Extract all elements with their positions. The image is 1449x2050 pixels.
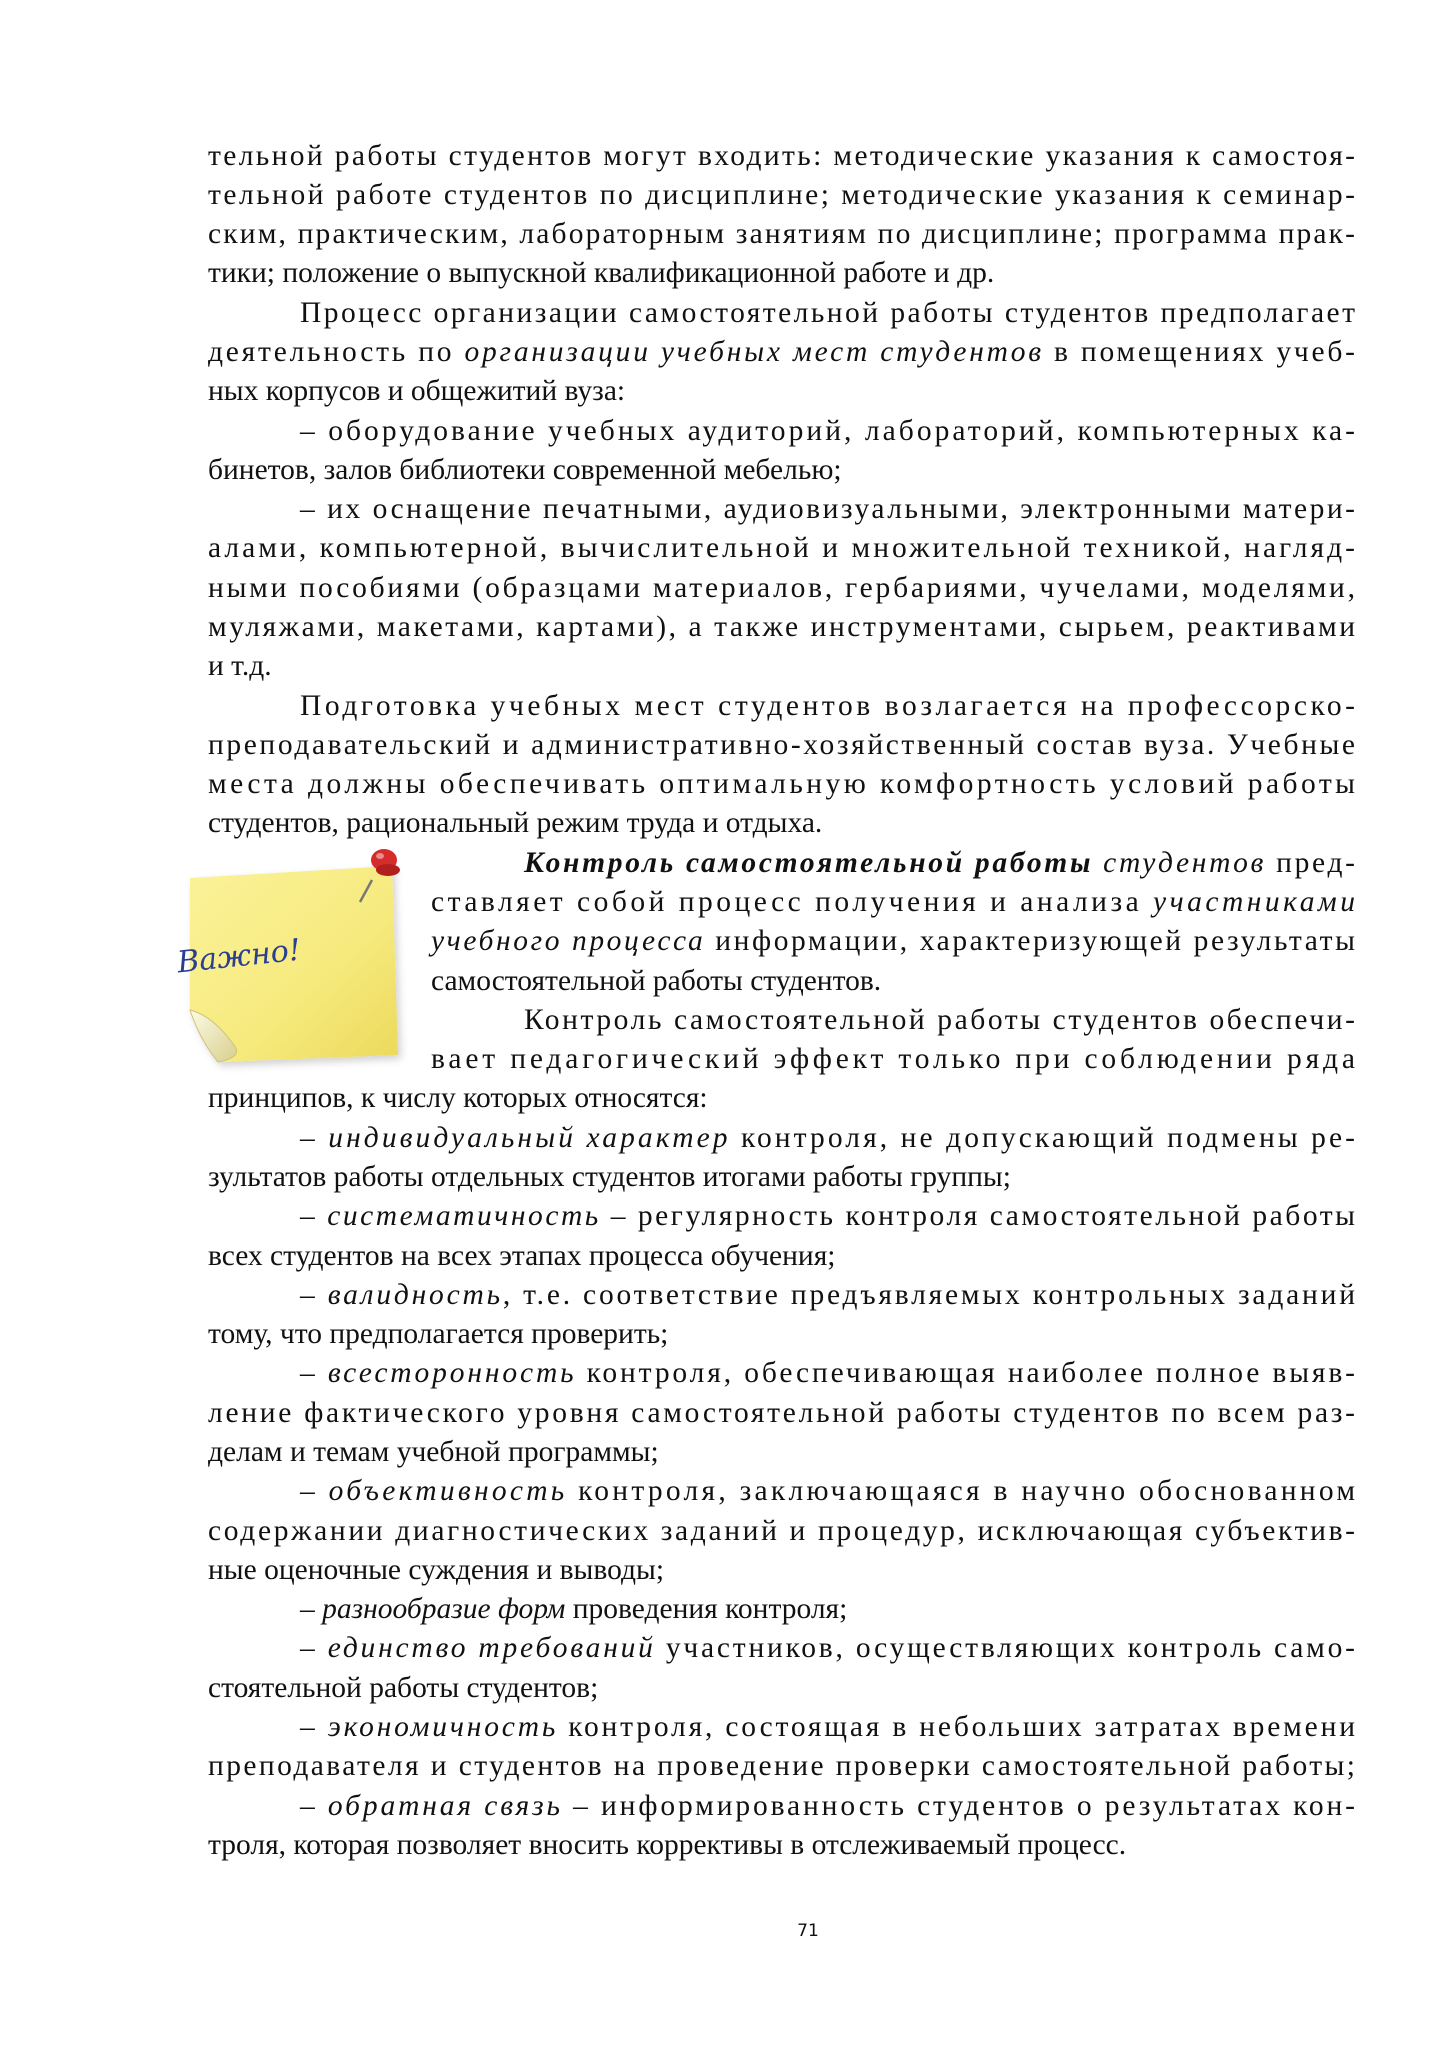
text-run: студентов, рациональный режим труда и отдыха. [208,807,823,839]
text-run: ским, практическим, лабораторным занятиям по дисциплине; программа прак- [208,218,1355,250]
text-line [299,1200,1355,1232]
text-line [299,415,1355,447]
text-run: – [300,1200,325,1232]
text-run: ление фактического уровня самостоятельной работы студентов по всем раз- [208,1397,1355,1429]
text-run: экономичность [327,1711,556,1743]
text-line [428,925,1355,957]
text-line [208,1750,1355,1782]
text-run: всесторонность [327,1357,574,1389]
text-line [208,1397,1355,1429]
text-run: Процесс организации самостоятельной работы студентов предполагает [300,297,1355,329]
text-line [208,375,625,407]
text-run: – [300,1632,325,1664]
text-line [208,1318,668,1350]
text-line [523,847,1355,879]
text-run: студентов [1103,847,1264,879]
text-run: – [300,1711,325,1743]
text-line [208,532,1355,564]
text-run: содержании диагностических заданий и процедур, исключающая субъектив- [208,1515,1355,1547]
text-run: единство требований [327,1632,653,1664]
text-run: информации, характеризующей результаты [705,925,1355,957]
text-run: участников, осуществляющих контроль само- [655,1632,1355,1664]
text-line [208,179,1355,211]
text-run: обратная связь [327,1790,560,1822]
text-line [208,729,1355,761]
text-run: троля, которая позволяет вносить коррективы в отслеживаемый процесс. [208,1829,1127,1861]
text-run: преподавателя и студентов на проведение проверки самостоятельной работы; [208,1750,1356,1782]
text-line [431,1043,1355,1075]
text-run: – оборудование учебных аудиторий, лабораторий, компьютерных ка- [300,415,1356,447]
text-line [300,297,1355,329]
page-number: 71 [797,1921,819,1941]
text-line [208,1082,708,1114]
text-line [208,611,1355,643]
text-run: в помещениях учеб- [1043,336,1355,368]
text-run: ные оценочные суждения и выводы; [208,1554,665,1586]
text-run: всех студентов на всех этапах процесса обучения; [208,1240,836,1272]
text-run: организации учебных мест студентов [464,336,1042,368]
text-line [299,1632,1355,1664]
text-line [524,1004,1355,1036]
text-line [208,336,1355,368]
text-run: тому, что предполагается проверить; [208,1318,669,1350]
text-run: и т.д. [208,650,272,682]
text-run: Контроль самостоятельной работы студентов обеспечи- [524,1004,1355,1036]
text-run: контроля, не допускающий подмены ре- [730,1122,1355,1154]
text-run: – [300,1790,326,1822]
text-run: систематичность [327,1200,599,1232]
text-run: индивидуальный характер [328,1122,728,1154]
text-line [299,1279,1355,1311]
text-line [300,690,1355,722]
text-run: места должны обеспечивать оптимальную комфортность условий работы [208,768,1355,800]
text-run: Подготовка учебных мест студентов возлагается на профессорско- [300,690,1356,722]
text-line [431,965,881,997]
text-run: пред- [1266,847,1355,879]
text-run: валидность [327,1279,501,1311]
text-line [299,1790,1355,1822]
text-run: бинетов, залов библиотеки современной мебелью; [208,454,842,486]
text-line [208,650,272,682]
text-run: самостоятельной работы студентов. [431,965,882,997]
text-run: – их оснащение печатными, аудиовизуальными, электронными матери- [300,493,1355,525]
text-run: тики; положение о выпускной квалификационной работе и др. [208,257,995,289]
text-run: ных корпусов и общежитий вуза: [208,375,626,407]
text-line [208,1829,1126,1861]
text-run: контроля, состоящая в небольших затратах времени [558,1711,1355,1743]
text-line [208,140,1355,172]
text-run: алами, компьютерной, вычислительной и множительной техникой, нагляд- [208,532,1356,564]
text-line [299,1711,1355,1743]
text-run: контроля, заключающаяся в научно обоснованном [567,1475,1355,1507]
text-run: вает педагогический эффект только при соблюдении ряда [431,1043,1355,1075]
text-run: Контроль самостоятельной работы [524,847,1091,879]
text-line [299,1357,1355,1389]
text-run: – [300,1475,326,1507]
text-line [431,886,1355,918]
text-run: зультатов работы отдельных студентов итогами работы группы; [208,1161,1011,1193]
text-run: принципов, к числу которых относятся: [208,1082,708,1114]
text-run: , т.е. соответствие предъявляемых контрольных заданий [502,1279,1355,1311]
text-line [208,454,842,486]
text-run: участниками [1153,886,1355,918]
text-run: деятельность по [208,336,462,368]
text-run: – [300,1593,323,1625]
text-run: учебного процесса [431,925,703,957]
text-line [208,768,1355,800]
text-run: ставляет собой процесс получения и анализа [431,886,1150,918]
text-run: муляжами, макетами, картами), а также инструментами, сырьем, реактивами [208,611,1356,643]
text-run: – [300,1122,326,1154]
text-run: ными пособиями (образцами материалов, гербариями, чучелами, моделями, [208,572,1356,604]
text-line [208,1436,659,1468]
text-run: преподавательский и административно-хозяйственный состав вуза. Учебные [208,729,1355,761]
text-line [208,218,1355,250]
text-line [208,257,994,289]
text-run: – [300,1279,325,1311]
text-line [208,1554,664,1586]
text-run: делам и темам учебной программы; [208,1436,659,1468]
sticky-note-label: Важно! [175,932,303,981]
text-line [299,1593,847,1625]
text-line [208,1515,1355,1547]
text-line [208,1240,835,1272]
text-run: объективность [328,1475,565,1507]
text-line [299,493,1355,525]
text-run [1093,847,1100,879]
text-run: – информированность студентов о результатах кон- [562,1790,1355,1822]
text-run: контроля, обеспечивающая наиболее полное выяв- [576,1357,1355,1389]
text-line [208,1161,1011,1193]
text-run: разнообразие форм [322,1593,566,1625]
text-run: проведения контроля; [565,1593,848,1625]
text-line [208,807,822,839]
text-run: стоятельной работы студентов; [208,1672,599,1704]
text-line [208,1672,598,1704]
important-sticky-note [175,849,400,1062]
text-line [208,572,1355,604]
text-run: – регулярность контроля самостоятельной работы [600,1200,1356,1232]
text-run: – [300,1357,325,1389]
text-line [299,1122,1355,1154]
text-run: тельной работе студентов по дисциплине; методические указания к семинар- [208,179,1355,211]
text-line [299,1475,1355,1507]
text-run: тельной работы студентов могут входить: методические указания к самостоя- [208,140,1356,172]
